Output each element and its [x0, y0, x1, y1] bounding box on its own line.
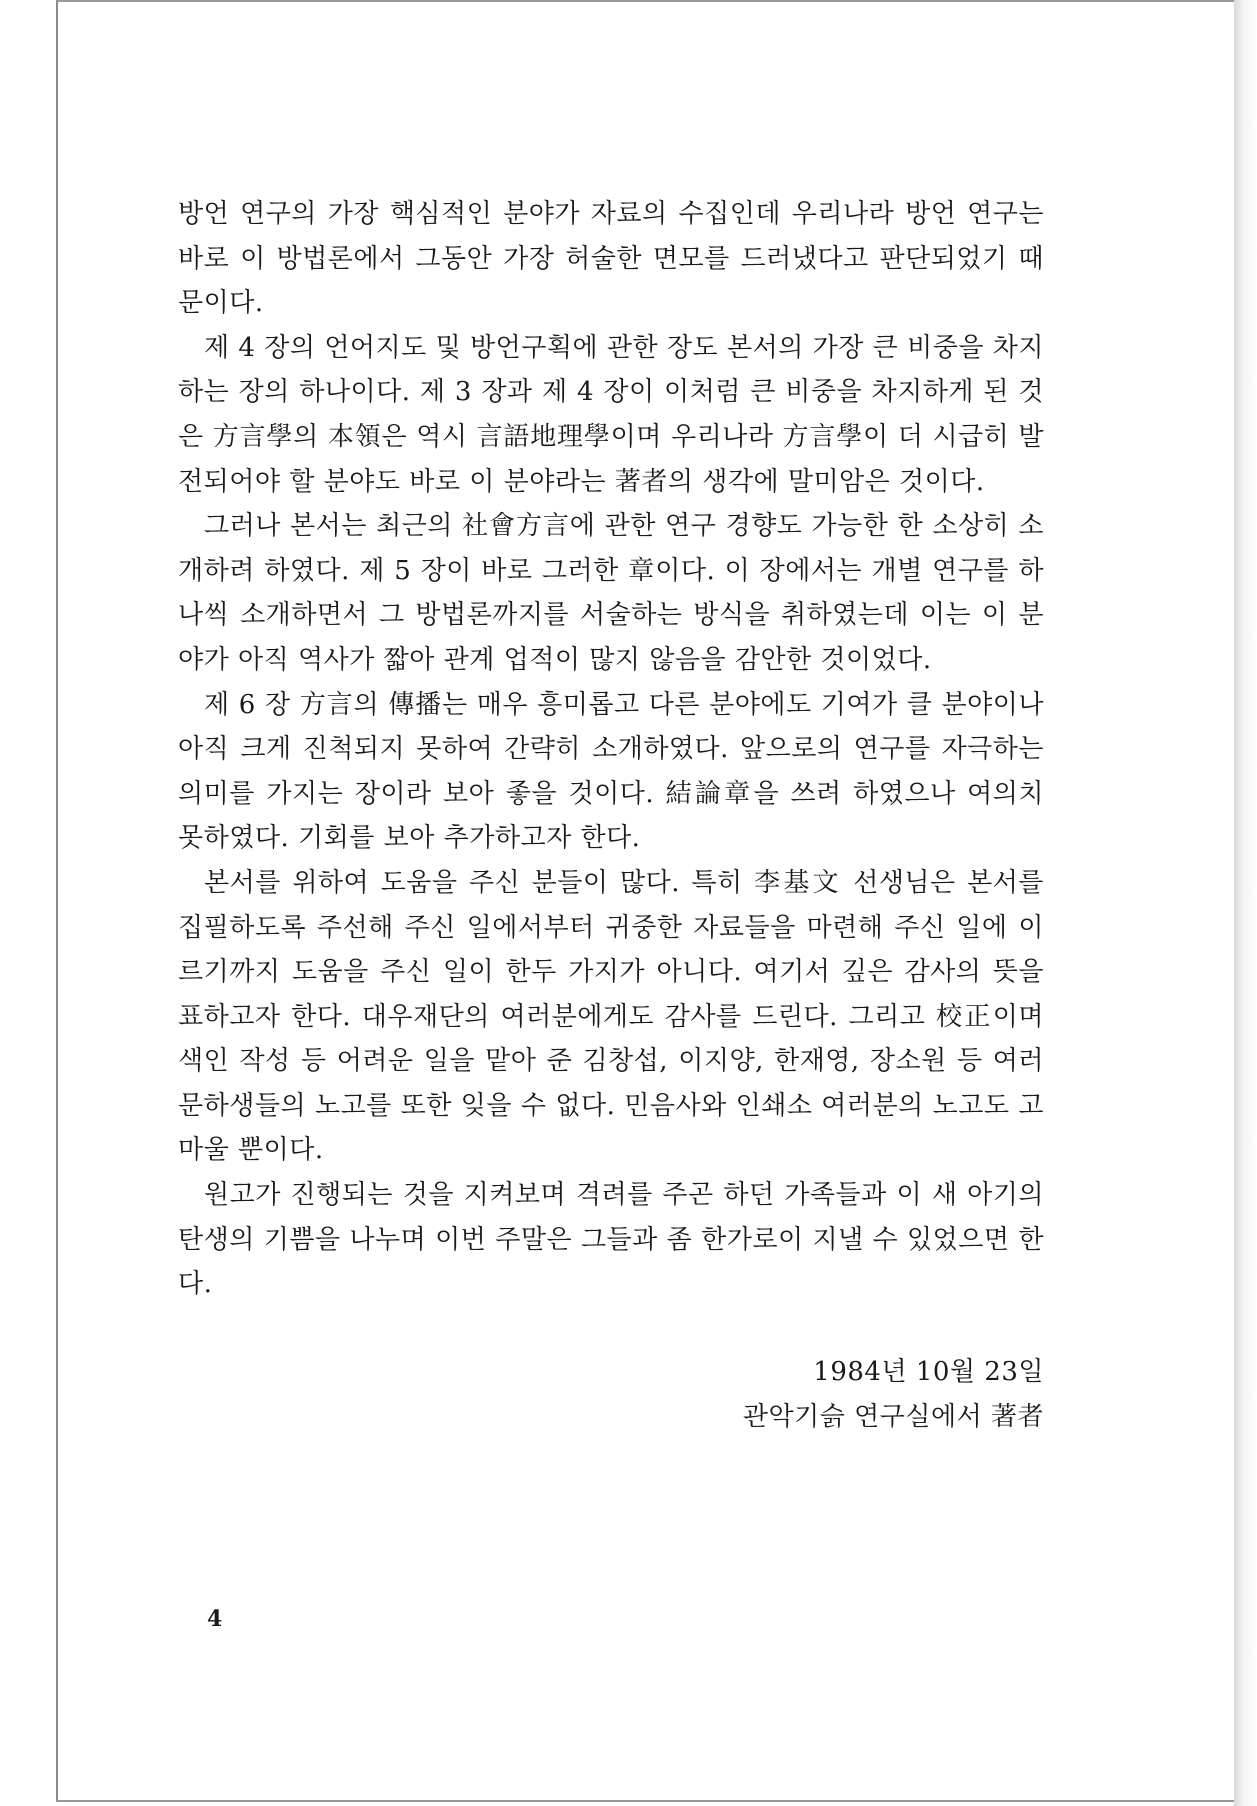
signature-block: [178, 1350, 1044, 1439]
page-edge-shadow: [1234, 0, 1257, 1806]
signature-place: 관악기슭 연구실에서 著者: [742, 1401, 1044, 1432]
paragraph-continued: 방언 연구의 가장 핵심적인 분야가 자료의 수집인데 우리나라 방언 연구는 바로 이 방법론에서 그동안 가장 허술한 면모를 드러냈다고 판단되었기 때문이다.: [178, 199, 1044, 319]
paragraph-acknowledgements: 본서를 위하여 도움을 주신 분들이 많다. 특히 李基文 선생님은 본서를 집필하도록 주선해 주신 일에서부터 귀중한 자료들을 마련해 주신 일에 이르기까지 도움을 주신 일이 한두 가지가 아니다. 여기서 깊은 감사의 뜻을 표하고자 한다. 대우재단의 여러분에게도 감사를 드린다. 그리고 校正이며 색인 작성 등 어려운 일을 맡아 준 김창섭, 이지양, 한재영, 장소원 등 여러 문하생들의 노고를 또한 잊을 수 없다. 민음사와 인쇄소 여러분의 노고도 고마울 뿐이다.: [178, 867, 1044, 1166]
page-number: 4: [207, 1606, 223, 1632]
paragraph-chapter-4: 제 4 장의 언어지도 및 방언구획에 관한 장도 본서의 가장 큰 비중을 차지하는 장의 하나이다. 제 3 장과 제 4 장이 이처럼 큰 비중을 차지하게 된 것은 方言學의 本領은 역시 言語地理學이며 우리나라 方言學이 더 시급히 발전되어야 할 분야도 바로 이 분야라는 著者의 생각에 말미암은 것이다.: [178, 332, 1044, 497]
paragraph-chapter-6: 제 6 장 方言의 傳播는 매우 흥미롭고 다른 분야에도 기여가 클 분야이나 아직 크게 진척되지 못하여 간략히 소개하였다. 앞으로의 연구를 자극하는 의미를 가지는 장이라 보아 좋을 것이다. 結論章을 쓰려 하였으나 여의치 못하였다. 기회를 보아 추가하고자 한다.: [178, 689, 1044, 854]
paragraph-chapter-5: 그러나 본서는 최근의 社會方言에 관한 연구 경향도 가능한 한 소상히 소개하려 하였다. 제 5 장이 바로 그러한 章이다. 이 장에서는 개별 연구를 하나씩 소개하면서 그 방법론까지를 서술하는 방식을 취하였는데 이는 이 분야가 아직 역사가 짧아 관계 업적이 많지 않음을 감안한 것이었다.: [178, 511, 1044, 675]
paragraph-family: 원고가 진행되는 것을 지켜보며 격려를 주곤 하던 가족들과 이 새 아기의 탄생의 기쁨을 나누며 이번 주말은 그들과 좀 한가로이 지낼 수 있었으면 한다.: [178, 1180, 1044, 1300]
signature-date: 1984년 10월 23일: [813, 1357, 1044, 1387]
body-text: [178, 192, 1044, 1307]
